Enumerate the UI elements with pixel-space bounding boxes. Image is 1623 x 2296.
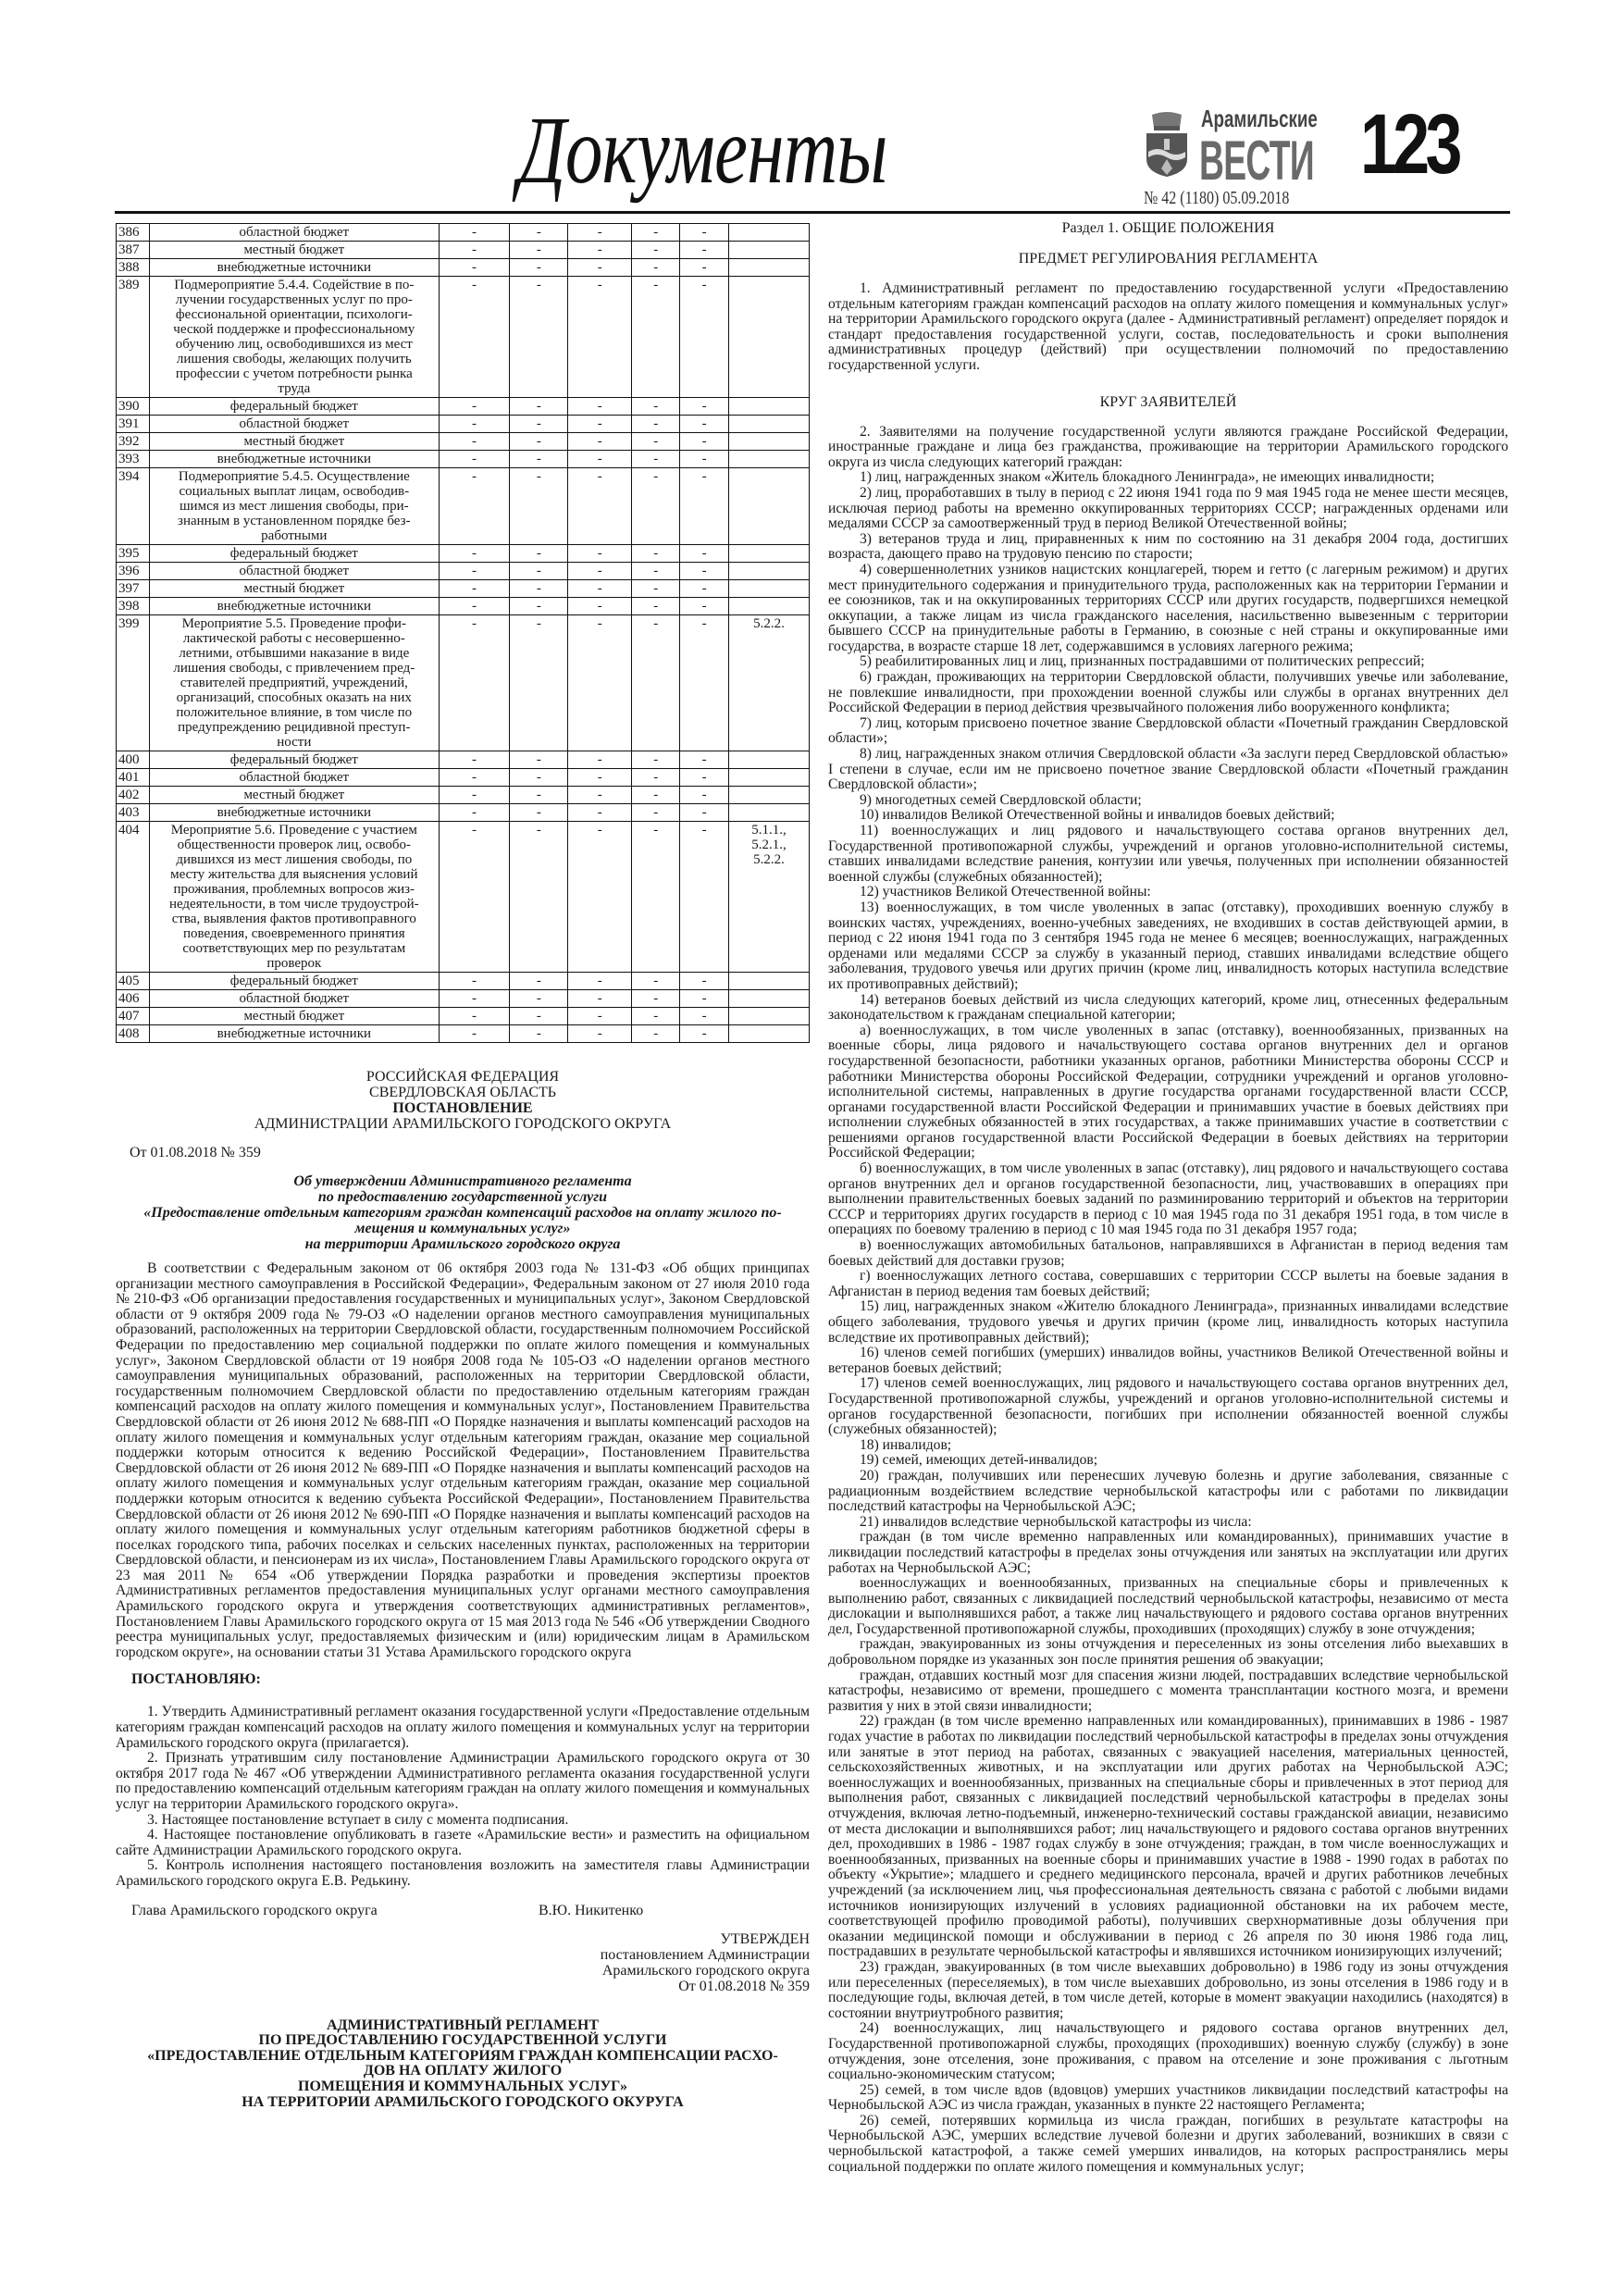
region-line: СВЕРДЛОВСКАЯ ОБЛАСТЬ [369, 1085, 556, 1100]
preamble [116, 1261, 810, 1660]
row-value: - [439, 416, 510, 433]
newspaper-name-small: Арамильские [1201, 105, 1318, 132]
row-value: - [632, 751, 680, 769]
applicant-paragraph: 24) военнослужащих, лиц начальствующего и рядового состава органов внутренних дел, Государственной противопожарной службы, проходящих (проходивших) военную службу (службу) в зоне отчуждения, зоне отселения, зоне проживания, с правом на отселение и зоне проживания с льготным социально-экономическим статусом; [828, 2020, 1508, 2083]
row-value: - [439, 973, 510, 990]
row-description: Подмероприятие 5.4.5. Осуществление социальных выплат лицам, освободив- шимся из мест лишения свободы, при- знанным в установленном порядке без- работными [149, 468, 439, 545]
row-value: - [680, 1008, 729, 1025]
row-value: - [510, 242, 568, 259]
row-value: - [568, 769, 632, 787]
row-value: - [568, 224, 632, 242]
row-reference [729, 990, 810, 1008]
applicant-paragraph: 17) членов семей военнослужащих, лиц рядового и начальствующего состава органов внутренних дел, Государственной противопожарной службы, учреждений и органов уголовно-исполнительной системы и органов государственной безопасности, погибших при исполнении обязанностей военной службы (служебных обязанностей); [828, 1375, 1508, 1438]
row-value: - [510, 751, 568, 769]
regulation-title-line: ПОМЕЩЕНИЯ И КОММУНАЛЬНЫХ УСЛУГ» [298, 2078, 627, 2094]
approval-line: УТВЕРЖДЕН [720, 1930, 810, 1947]
applicant-paragraph: а) военнослужащих, в том числе уволенных в запас (отставку), военнообязанных, призванных на военные сборы, лица рядового и начальствующего состава органов внутренних дел и органов государственной безопасности, работники указанных органов, работники Министерства обороны СССР и работники Министерства обороны Российской Федерации, сотрудники учреждений и органов уголовно-исполнительной системы, направленных в другие государства органами государственной власти СССР, органами государственной власти Российской Федерации и принимавших участие в боевых действиях при исполнении служебных обязанностей в этих государствах, а также принимавших участие в соответствии с решениями органов государственной власти Российской Федерации в боевых действиях на территории Российской Федерации; [828, 1022, 1508, 1161]
row-value: - [680, 1025, 729, 1043]
row-description: федеральный бюджет [149, 973, 439, 990]
row-value: - [632, 973, 680, 990]
row-value: - [680, 804, 729, 822]
table-row [117, 433, 810, 451]
row-reference [729, 598, 810, 615]
row-description: областной бюджет [149, 990, 439, 1008]
row-number: 390 [117, 398, 150, 416]
row-value: - [510, 822, 568, 973]
applicant-paragraph: 21) инвалидов вследствие чернобыльской катастрофы из числа: [860, 1513, 1252, 1530]
table-row [117, 615, 810, 751]
row-value: - [439, 804, 510, 822]
row-number: 403 [117, 804, 150, 822]
table-row [117, 277, 810, 398]
row-value: - [632, 787, 680, 804]
title-line: мещения и коммунальных услуг» [354, 1221, 571, 1236]
row-value: - [439, 598, 510, 615]
applicant-paragraph: 2) лиц, проработавших в тылу в период с 22 июня 1941 года по 9 мая 1945 года не менее шести месяцев, исключая период работы на временно оккупированных территориях СССР; награжденных орденами или медалями СССР за самоотверженный труд в период Великой Отечественной войны; [828, 484, 1508, 532]
row-value: - [680, 563, 729, 580]
resolution-item: 3. Настоящее постановление вступает в силу с момента подписания. [147, 1811, 569, 1828]
row-description: внебюджетные источники [149, 451, 439, 468]
row-value: - [439, 433, 510, 451]
row-description: областной бюджет [149, 769, 439, 787]
row-value: - [439, 224, 510, 242]
row-value: - [632, 433, 680, 451]
row-value: - [439, 615, 510, 751]
row-description: Мероприятие 5.6. Проведение с участием общественности проверок лиц, освобо- дившихся из мест лишения свободы, по месту жительства для выяснения условий проживания, проблемных вопросов жиз- недеятельности, в том числе трудоустрой- ства, выявления фактов противоправного поведения, своевременного принятия соответствующих мер по результатам проверок [149, 822, 439, 973]
row-value: - [680, 973, 729, 990]
row-description: Подмероприятие 5.4.4. Содействие в по- лучении государственных услуг по про- фессиональной ориентации, психологи- ческой поддержке и профессиональному обучению лиц, освободившихся из мест лишения свободы, желающих получить профессии с учетом потребности рынка труда [149, 277, 439, 398]
row-value: - [568, 973, 632, 990]
row-value: - [568, 787, 632, 804]
row-value: - [680, 468, 729, 545]
table-row [117, 398, 810, 416]
row-value: - [510, 468, 568, 545]
row-reference [729, 973, 810, 990]
applicant-paragraph: 13) военнослужащих, в том числе уволенных в запас (отставку), проходивших военную службу в воинских частях, учреждениях, военно-учебных заведениях, не входивших в состав действующей армии, в период с 22 июня 1941 года по 3 сентября 1945 года не менее 6 месяцев; военнослужащих, награжденных орденами или медалями СССР за службу в указанный период, ставших инвалидами вследствие общего заболевания, трудового увечья или других причин (кроме лиц, инвалидность которых наступила вследствие их противоправных действий); [828, 899, 1508, 992]
signatory-name: В.Ю. Никитенко [539, 1902, 644, 1918]
row-number: 407 [117, 1008, 150, 1025]
row-reference [729, 787, 810, 804]
applicant-paragraph: 8) лиц, награжденных знаком отличия Свердловской области «За заслуги перед Свердловской областью» I степени в случае, если им не присвоено почетное звание Свердловской области «Почетный гражданин Свердловской области»; [828, 746, 1508, 793]
row-value: - [632, 545, 680, 563]
table-row [117, 563, 810, 580]
row-value: - [568, 545, 632, 563]
row-number: 399 [117, 615, 150, 751]
resolve-heading: ПОСТАНОВЛЯЮ: [131, 1671, 261, 1688]
government-header [116, 1069, 810, 1132]
applicant-paragraph: 7) лиц, которым присвоено почетное звание Свердловской области «Почетный гражданин Свердловской области»; [828, 714, 1508, 747]
row-value: - [680, 545, 729, 563]
row-description: Мероприятие 5.5. Проведение профи- лактической работы с несовершенно- летними, отбывшими наказание в виде лишения свободы, с привлечением пред- ставителей предприятий, учреждений, организаций, способных оказать на них положительное влияние, в том числе по предупреждению рецидивной преступ- ности [149, 615, 439, 751]
regulation-title-line: АДМИНИСТРАТИВНЫЙ РЕГЛАМЕНТ [326, 2017, 600, 2033]
row-value: - [510, 973, 568, 990]
row-value: - [510, 598, 568, 615]
row-value: - [680, 615, 729, 751]
row-description: областной бюджет [149, 563, 439, 580]
header-divider [115, 211, 1510, 214]
resolution-item: 2. Признать утратившим силу постановление Администрации Арамильского городского округа от 30 октября 2017 года № 467 «Об утверждении Административного регламента оказания государственной услуги по предоставлению компенсаций отдельным категориям граждан на оплату жилого помещения и коммунальных услуг на территории Арамильского городского округа». [116, 1750, 810, 1812]
row-value: - [680, 242, 729, 259]
table-row [117, 804, 810, 822]
row-value: - [568, 563, 632, 580]
row-description: федеральный бюджет [149, 398, 439, 416]
row-number: 391 [117, 416, 150, 433]
applicant-paragraph: 11) военнослужащих и лиц рядового и начальствующего состава органов внутренних дел, Государственной противопожарной службы, учреждений и органов уголовно-исполнительной системы, ставших инвалидами вследствие ранения, контузии или увечья, полученных при исполнении обязанностей военной службы (служебных обязанностей); [828, 823, 1508, 885]
approval-line: Арамильского городского округа [601, 1962, 810, 1979]
title-line: Об утверждении Административного регламента [293, 1173, 632, 1189]
table-row [117, 1008, 810, 1025]
row-value: - [439, 242, 510, 259]
row-value: - [632, 563, 680, 580]
applicant-paragraph: б) военнослужащих, в том числе уволенных в запас (отставку), лиц рядового и начальствующего состава органов внутренних дел и органов государственной безопасности, лиц, участвовавших в операциях при выполнении правительственных боевых заданий по разминированию территорий и объектов на территории СССР и территориях других государств в период с 10 мая 1945 года по 31 декабря 1951 года, в том числе в операциях по боевому тралению в период с 10 мая 1945 года по 31 декабря 1957 года; [828, 1160, 1508, 1238]
row-number: 402 [117, 787, 150, 804]
row-reference [729, 259, 810, 277]
row-value: - [568, 468, 632, 545]
row-number: 392 [117, 433, 150, 451]
section-title: Документы [518, 97, 887, 204]
row-value: - [632, 416, 680, 433]
section-heading: Раздел 1. ОБЩИЕ ПОЛОЖЕНИЯ [1061, 220, 1275, 236]
row-value: - [680, 398, 729, 416]
row-value: - [632, 224, 680, 242]
row-number: 406 [117, 990, 150, 1008]
row-number: 389 [117, 277, 150, 398]
row-value: - [439, 563, 510, 580]
row-reference: 5.2.2. [729, 615, 810, 751]
row-value: - [510, 580, 568, 598]
row-value: - [568, 451, 632, 468]
row-value: - [439, 398, 510, 416]
applicant-paragraph: граждан, отдавших костный мозг для спасения жизни людей, пострадавших вследствие чернобыльской катастрофы, независимо от времени, прошедшего с момента трансплантации костного мозга, и времени развития у них в этой связи инвалидности; [828, 1667, 1508, 1714]
row-value: - [568, 598, 632, 615]
applicant-paragraph: 3) ветеранов труда и лиц, приравненных к ним по состоянию на 31 декабря 2004 года, достигших возраста, дающего право на трудовую пенсию по старости; [828, 530, 1508, 563]
resolution-item: 5. Контроль исполнения настоящего постановления возложить на заместителя главы Администрации Арамильского городского округа Е.В. Редькину. [116, 1857, 810, 1889]
row-value: - [510, 1025, 568, 1043]
row-value: - [680, 259, 729, 277]
row-value: - [568, 751, 632, 769]
row-value: - [632, 615, 680, 751]
row-value: - [568, 615, 632, 751]
row-value: - [568, 416, 632, 433]
applicant-paragraph: 10) инвалидов Великой Отечественной войны и инвалидов боевых действий; [860, 807, 1335, 824]
row-value: - [568, 433, 632, 451]
row-description: федеральный бюджет [149, 751, 439, 769]
newspaper-name-big: ВЕСТИ [1199, 130, 1314, 192]
row-value: - [680, 416, 729, 433]
issuer-line: АДМИНИСТРАЦИИ АРАМИЛЬСКОГО ГОРОДСКОГО ОКРУГА [254, 1116, 672, 1132]
row-description: местный бюджет [149, 787, 439, 804]
row-value: - [632, 277, 680, 398]
subject-paragraph: 1. Административный регламент по предоставлению государственной услуги «Предоставлению отдельным категориям граждан компенсаций расходов на оплату жилого помещения и коммунальных услуг» на территории Арамильского городского округа (далее - Административный регламент) определяет порядок и стандарт предоставления государственной услуги, состав, последовательность и сроки выполнения административных процедур (действий) при осуществлении полномочий по предоставлению государственной услуги. [828, 280, 1508, 373]
row-value: - [680, 433, 729, 451]
table-row [117, 1025, 810, 1043]
row-reference [729, 769, 810, 787]
row-number: 388 [117, 259, 150, 277]
applicants-list [828, 425, 1508, 2176]
row-value: - [439, 751, 510, 769]
row-number: 397 [117, 580, 150, 598]
row-value: - [510, 451, 568, 468]
resolution-item: 4. Настоящее постановление опубликовать в газете «Арамильские вести» и разместить на официальном сайте Администрации Арамильского городского округа. [116, 1827, 810, 1858]
applicant-paragraph: военнослужащих и военнообязанных, призванных на специальные сборы и привлеченных к выполнению работ, связанных с ликвидацией последствий чернобыльской катастрофы, независимо от места дислокации и выполнявшихся работ, а также лиц начальствующего и рядового состава органов внутренних дел, Государственной противопожарной службы, проходивших (проходящих) службу в зоне отчуждения; [828, 1575, 1508, 1637]
regulation-title-line: «ПРЕДОСТАВЛЕНИЕ ОТДЕЛЬНЫМ КАТЕГОРИЯМ ГРАЖДАН КОМПЕНСАЦИИ РАСХО- [147, 2047, 778, 2064]
document-title [116, 1173, 810, 1252]
row-value: - [568, 1025, 632, 1043]
applicant-paragraph: 5) реабилитированных лиц и лиц, признанных пострадавшими от политических репрессий; [860, 653, 1425, 670]
applicant-paragraph: 22) граждан (в том числе временно направленных или командированных), принимавших в 1986 - 1987 годах участие в работах по ликвидации последствий чернобыльской катастрофы в пределах зоны отчуждения или занятые в этот период на работах, связанных с эвакуацией населения, материальных ценностей, сельскохозяйственных животных, и на эксплуатации или других работах на Чернобыльской АЭС; военнослужащих и военнообязанных, призванных на специальные сборы и привлеченных в этот период для выполнения работ, связанных с ликвидацией последствий чернобыльской катастрофы в пределах зоны отчуждения, включая летно-подъемный, инженерно-технический составы гражданской авиации, независимо от места дислокации и выполнявшихся работ; лиц начальствующего и рядового состава органов внутренних дел, проходивших в 1986 - 1987 годах службу в зоне отчуждения; граждан, в том числе военнослужащих и военнообязанных, призванных на военные сборы и принимавших участие в 1988 - 1990 годах в работах по объекту «Укрытие»; младшего и среднего медицинского персонала, врачей и других работников лечебных учреждений (за исключением лиц, чья профессиональная деятельность связана с работой с любыми видами источников ионизирующих излучений в условиях радиационной обстановки на их рабочем месте, соответствующей профилю проводимой работы), получивших сверхнормативные дозы облучения при оказании медицинской помощи и обслуживании в период с 26 апреля по 30 июня 1986 года лиц, пострадавших в результате чернобыльской катастрофы и являвшихся источником ионизирующих излучений; [828, 1713, 1508, 1960]
applicant-paragraph: 19) семей, имеющих детей-инвалидов; [860, 1452, 1098, 1469]
row-value: - [680, 580, 729, 598]
applicant-paragraph: 2. Заявителями на получение государственной услуги являются граждане Российской Федерации, иностранные граждане и лица без гражданства, проживающие на территории Арамильского городского округа из числа следующих категорий граждан: [828, 423, 1508, 470]
left-column [116, 223, 810, 2110]
document-date: От 01.08.2018 № 359 [130, 1145, 261, 1160]
row-reference [729, 751, 810, 769]
table-row [117, 468, 810, 545]
row-value: - [568, 804, 632, 822]
regulation-text [828, 220, 1508, 2175]
row-value: - [510, 990, 568, 1008]
row-value: - [680, 787, 729, 804]
applicant-paragraph: 20) граждан, получивших или перенесших лучевую болезнь и другие заболевания, связанные с радиационным воздействием вследствие чернобыльской катастрофы или с работами по ликвидации последствий катастрофы на Чернобыльской АЭС; [828, 1467, 1508, 1515]
table-row [117, 416, 810, 433]
row-value: - [680, 990, 729, 1008]
row-value: - [680, 224, 729, 242]
row-value: - [510, 416, 568, 433]
row-reference [729, 242, 810, 259]
row-value: - [510, 277, 568, 398]
applicant-paragraph: 9) многодетных семей Свердловской области; [860, 791, 1142, 808]
row-description: областной бюджет [149, 224, 439, 242]
row-reference [729, 804, 810, 822]
row-value: - [568, 398, 632, 416]
applicant-paragraph: 6) граждан, проживающих на территории Свердловской области, получивших увечье или заболевание, не повлекшие инвалидности, при прохождении военной службы или службы в органах внутренних дел Российской Федерации в период действия чрезвычайного положения либо вооруженного конфликта; [828, 669, 1508, 716]
row-description: внебюджетные источники [149, 598, 439, 615]
regulation-title-line: ПО ПРЕДОСТАВЛЕНИЮ ГОСУДАРСТВЕННОЙ УСЛУГИ [258, 2032, 667, 2049]
row-description: областной бюджет [149, 416, 439, 433]
applicant-paragraph: 18) инвалидов; [860, 1436, 952, 1453]
title-line: по предоставлению государственной услуги [317, 1189, 608, 1205]
row-value: - [510, 615, 568, 751]
table-row [117, 224, 810, 242]
title-line: на территории Арамильского городского округа [304, 1236, 621, 1252]
row-number: 398 [117, 598, 150, 615]
row-description: внебюджетные источники [149, 259, 439, 277]
row-value: - [632, 259, 680, 277]
row-value: - [680, 277, 729, 398]
applicant-paragraph: 26) семей, потерявших кормильца из числа граждан, погибших в результате катастрофы на Чернобыльской АЭС, умерших вследствие лучевой болезни и других заболеваний, возникших в связи с чернобыльской катастрофой, а также семей умерших инвалидов, на которых распространялись меры социальной поддержки по оплате жилого помещения и коммунальных услуг; [828, 2112, 1508, 2175]
row-value: - [510, 398, 568, 416]
applicant-paragraph: 15) лиц, награжденных знаком «Жителю блокадного Ленинграда», признанных инвалидами вследствие общего заболевания, трудового увечья и других причин (кроме лиц, инвалидность которых наступила вследствие их противоправных действий); [828, 1298, 1508, 1346]
row-value: - [510, 804, 568, 822]
signature-block [116, 1903, 810, 1918]
row-reference [729, 468, 810, 545]
applicant-paragraph: 23) граждан, эвакуированных (в том числе выехавших добровольно) в 1986 году из зоны отчуждения или переселенных (переселяемых), в том числе выехавших добровольно, из зоны отселения в 1986 году и в последующие годы, включая детей, в том числе детей, которые в момент эвакуации находились (находятся) в состоянии внутриутробного развития; [828, 1958, 1508, 2021]
row-value: - [510, 433, 568, 451]
row-description: внебюджетные источники [149, 804, 439, 822]
table-row [117, 751, 810, 769]
table-row [117, 769, 810, 787]
table-row [117, 545, 810, 563]
document-type: ПОСТАНОВЛЕНИЕ [392, 1100, 533, 1116]
regulation-title-line: ДОВ НА ОПЛАТУ ЖИЛОГО [363, 2063, 563, 2079]
row-description: внебюджетные источники [149, 1025, 439, 1043]
applicant-paragraph: граждан (в том числе временно направленных или командированных), принимавших участие в ликвидации последствий катастрофы в пределах зоны отчуждения или занятых на эксплуатации или других работах на Чернобыльской АЭС; [828, 1529, 1508, 1576]
table-row [117, 822, 810, 973]
row-reference: 5.1.1., 5.2.1., 5.2.2. [729, 822, 810, 973]
row-value: - [632, 451, 680, 468]
row-reference [729, 416, 810, 433]
table-row [117, 787, 810, 804]
row-description: местный бюджет [149, 580, 439, 598]
page-number: 123 [1360, 97, 1458, 192]
applicant-paragraph: г) военнослужащих летного состава, совершавших с территории СССР вылеты на боевые задания в Афганистан в период ведения там боевых действий; [828, 1268, 1508, 1299]
row-reference [729, 398, 810, 416]
signatory-role: Глава Арамильского городского округа [131, 1902, 378, 1918]
row-value: - [510, 787, 568, 804]
regulation-title [116, 2018, 810, 2111]
row-value: - [632, 580, 680, 598]
row-value: - [439, 545, 510, 563]
table-row [117, 973, 810, 990]
row-value: - [632, 242, 680, 259]
row-value: - [680, 751, 729, 769]
row-value: - [568, 990, 632, 1008]
coat-of-arms-icon [1143, 111, 1191, 178]
row-reference [729, 451, 810, 468]
row-value: - [632, 822, 680, 973]
row-reference [729, 1008, 810, 1025]
row-number: 393 [117, 451, 150, 468]
row-number: 408 [117, 1025, 150, 1043]
row-value: - [568, 1008, 632, 1025]
applicants-heading: КРУГ ЗАЯВИТЕЛЕЙ [1099, 393, 1237, 410]
row-value: - [680, 769, 729, 787]
row-value: - [680, 822, 729, 973]
issue-info: № 42 (1180) 05.09.2018 [1144, 188, 1290, 208]
row-value: - [680, 451, 729, 468]
row-value: - [632, 1025, 680, 1043]
row-number: 400 [117, 751, 150, 769]
row-value: - [439, 1008, 510, 1025]
resolution-items [116, 1705, 810, 1889]
row-number: 387 [117, 242, 150, 259]
row-value: - [568, 277, 632, 398]
row-description: местный бюджет [149, 242, 439, 259]
row-value: - [439, 580, 510, 598]
approval-line: От 01.08.2018 № 359 [678, 1978, 810, 1994]
row-value: - [510, 563, 568, 580]
row-value: - [439, 1025, 510, 1043]
row-value: - [510, 259, 568, 277]
row-value: - [632, 468, 680, 545]
table-row [117, 451, 810, 468]
applicant-paragraph: граждан, эвакуированных из зоны отчуждения и переселенных из зоны отселения либо выехавших в добровольном порядке из указанных зон после принятия решения об эвакуации; [828, 1636, 1508, 1669]
row-number: 394 [117, 468, 150, 545]
row-value: - [568, 259, 632, 277]
row-description: местный бюджет [149, 1008, 439, 1025]
row-description: местный бюджет [149, 433, 439, 451]
budget-table [116, 223, 810, 1043]
row-value: - [632, 1008, 680, 1025]
row-value: - [632, 398, 680, 416]
country-line: РОССИЙСКАЯ ФЕДЕРАЦИЯ [365, 1069, 560, 1085]
table-row [117, 990, 810, 1008]
preamble-text: В соответствии с Федеральным законом от 06 октября 2003 года № 131-ФЗ «Об общих принципах организации местного самоуправления в Российской Федерации», Федеральным законом от 27 июля 2010 года № 210-ФЗ «Об организации предоставления государственных и муниципальных услуг», Законом Свердловской области от 9 октября 2009 года № 79-ОЗ «О наделении органов местного самоуправления муниципальных образований, расположенных на территории Свердловской области, государственным полномочием Российской Федерации по предоставлению мер социальной поддержки по оплате жилого помещения и коммунальных услуг», Законом Свердловской области от 19 ноября 2008 года № 105-ОЗ «О наделении органов местного самоуправления муниципальных образований, расположенных на территории Свердловской области, государственным полномочием Свердловской области по предоставлению отдельным категориям граждан компенсаций расходов на оплату жилого помещения и коммунальных услуг», Постановлением Правительства Свердловской области от 26 июня 2012 № 688-ПП «О Порядке назначения и выплаты компенсаций расходов на оплату жилого помещения и коммунальных услуг отдельным категориям граждан, оказание мер социальной поддержки которым относится к ведению Российской Федерации», Постановлением Правительства Свердловской области от 26 июня 2012 № 689-ПП «О Порядке назначения и выплаты компенсаций расходов на оплату жилого помещения и коммунальных услуг отдельным категориям граждан, оказание мер социальной поддержки которым относится к ведению субъекта Российской Федерации», Постановлением Правительства Свердловской области от 26 июня 2012 № 690-ПП «О Порядке назначения и выплаты компенсаций расходов на оплату жилого помещения и коммунальных услуг отдельным категориям работников бюджетной сферы в поселках городского типа, рабочих поселках и сельских населенных пунктах, расположенных на территории Свердловской области, и пенсионерам из их числа», Постановлением Главы Арамильского городского округа от 23 мая 2011 № 654 «Об утверждении Порядка разработки и проведения экспертизы проектов Административных регламентов предоставления муниципальных услуг органами местного самоуправления Арамильского городского округа и утверждения соответствующих административных регламентов», Постановлением Главы Арамильского городского округа от 15 мая 2013 года № 546 «Об утверждении Сводного реестра муниципальных услуг, предоставляемых физическим и (или) юридическим лицам в Арамильском городском округе», на основании статьи 31 Устава Арамильского городского округа [116, 1260, 810, 1660]
applicant-paragraph: 25) семей, в том числе вдов (вдовцов) умерших участников ликвидации последствий катастрофы на Чернобыльской АЭС из числа граждан, указанных в пункте 22 настоящего Регламента; [828, 2081, 1508, 2114]
row-reference [729, 433, 810, 451]
row-value: - [510, 545, 568, 563]
row-value: - [439, 822, 510, 973]
row-value: - [632, 598, 680, 615]
table-row [117, 598, 810, 615]
resolution-item: 1. Утвердить Административный регламент оказания государственной услуги «Предоставление отдельным категориям граждан компенсаций расходов на оплату жилого помещения и коммунальных услуг на территории Арамильского городского округа (прилагается). [116, 1704, 810, 1751]
row-number: 386 [117, 224, 150, 242]
row-reference [729, 545, 810, 563]
row-value: - [510, 769, 568, 787]
row-description: федеральный бюджет [149, 545, 439, 563]
applicant-paragraph: 16) членов семей погибших (умерших) инвалидов войны, участников Великой Отечественной войны и ветеранов боевых действий; [828, 1345, 1508, 1376]
table-row [117, 259, 810, 277]
row-value: - [632, 804, 680, 822]
approval-line: постановлением Администрации [600, 1946, 810, 1963]
applicant-paragraph: 4) совершеннолетних узников нацистских концлагерей, тюрем и гетто (с лагерным режимом) и других мест принудительного содержания и принудительного труда, расположенных как на территории Германии и ее союзников, так и на оккупированных территориях СССР или других государств, подвергшихся немецкой оккупации, а также лицам из числа гражданского населения, насильственно вывезенным с территории бывшего СССР на принудительные работы в Германию, в союзные с ней страны и оккупированные ими государства, в возрасте старше 18 лет, содержавшимся в условиях лагерного режима; [828, 561, 1508, 654]
row-value: - [632, 990, 680, 1008]
row-number: 404 [117, 822, 150, 973]
row-value: - [439, 769, 510, 787]
row-reference [729, 1025, 810, 1043]
applicant-paragraph: 12) участников Великой Отечественной войны: [860, 884, 1151, 900]
table-row [117, 242, 810, 259]
row-reference [729, 580, 810, 598]
regulation-title-line: НА ТЕРРИТОРИИ АРАМИЛЬСКОГО ГОРОДСКОГО ОКУРУГА [242, 2093, 684, 2110]
table-row [117, 580, 810, 598]
approval-stamp [116, 1931, 810, 1994]
applicant-paragraph: 14) ветеранов боевых действий из числа следующих категорий, кроме лиц, отнесенных федеральным законодательством к гражданам специальной категории; [828, 991, 1508, 1024]
subject-heading: ПРЕДМЕТ РЕГУЛИРОВАНИЯ РЕГЛАМЕНТА [1018, 251, 1319, 267]
row-value: - [632, 769, 680, 787]
row-number: 401 [117, 769, 150, 787]
applicant-paragraph: в) военнослужащих автомобильных батальонов, направлявшихся в Афганистан в период ведения там боевых действий для доставки грузов; [828, 1237, 1508, 1269]
row-value: - [439, 990, 510, 1008]
row-value: - [568, 242, 632, 259]
row-value: - [439, 451, 510, 468]
row-number: 395 [117, 545, 150, 563]
row-reference [729, 563, 810, 580]
row-number: 396 [117, 563, 150, 580]
row-value: - [439, 468, 510, 545]
title-line: «Предоставление отдельным категориям граждан компенсаций расходов на оплату жилого по- [143, 1205, 782, 1221]
row-value: - [568, 580, 632, 598]
row-number: 405 [117, 973, 150, 990]
applicant-paragraph: 1) лиц, награжденных знаком «Житель блокадного Ленинграда», не имеющих инвалидности; [860, 469, 1435, 486]
row-reference [729, 277, 810, 398]
row-value: - [510, 224, 568, 242]
row-value: - [439, 787, 510, 804]
row-value: - [680, 598, 729, 615]
row-value: - [568, 822, 632, 973]
row-value: - [439, 259, 510, 277]
row-reference [729, 224, 810, 242]
row-value: - [510, 1008, 568, 1025]
row-value: - [439, 277, 510, 398]
